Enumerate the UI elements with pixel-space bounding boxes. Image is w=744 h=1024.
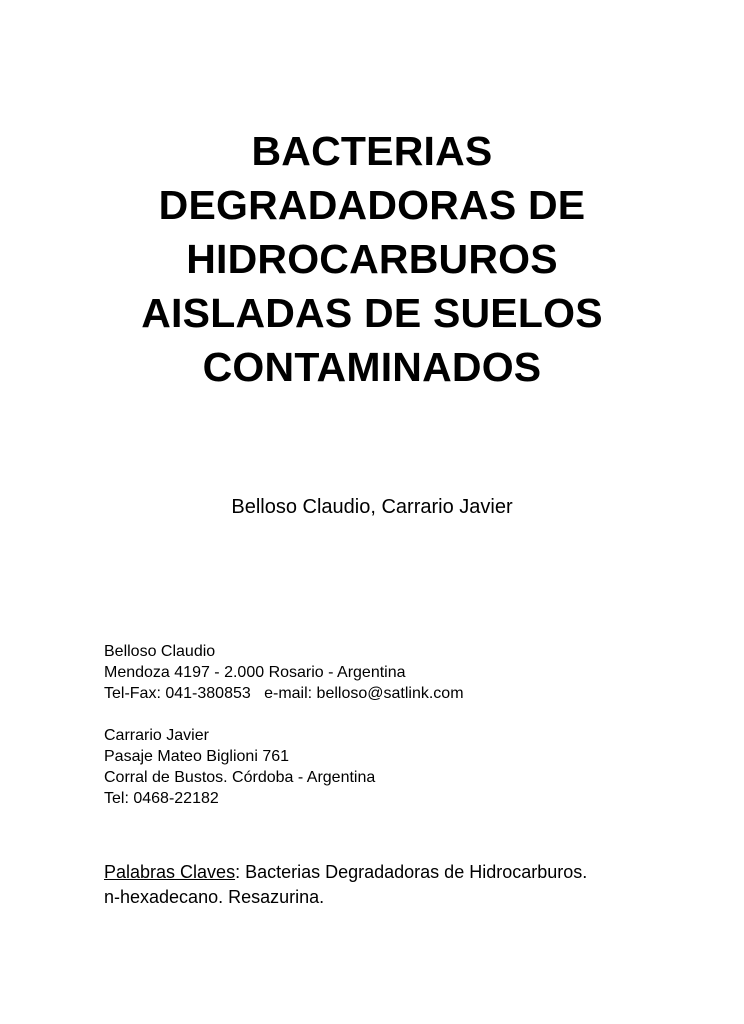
contact-name: Belloso Claudio <box>104 643 216 660</box>
contact-phone-email: Tel-Fax: 041-380853 e-mail: belloso@satlink.com <box>104 685 464 702</box>
contact-phone: Tel: 0468-22182 <box>104 790 219 807</box>
keywords-label: Palabras Claves <box>104 862 236 882</box>
keywords-line-1 <box>104 860 664 885</box>
title-line: CONTAMINADOS <box>202 344 542 390</box>
contact-city: Corral de Bustos. Córdoba - Argentina <box>104 769 376 786</box>
keywords-line-2: n-hexadecano. Resazurina. <box>104 887 325 907</box>
keywords-separator: : <box>235 862 246 882</box>
document-title <box>60 124 684 394</box>
keywords-block <box>104 860 664 910</box>
title-line: AISLADAS DE SUELOS <box>141 290 603 336</box>
contact-address: Mendoza 4197 - 2.000 Rosario - Argentina <box>104 664 406 681</box>
contact-address: Pasaje Mateo Biglioni 761 <box>104 748 290 765</box>
contact-block-belloso <box>104 641 464 704</box>
title-line: HIDROCARBUROS <box>186 236 558 282</box>
title-line: DEGRADADORAS DE <box>158 182 586 228</box>
keywords-text: Bacterias Degradadoras de Hidrocarburos. <box>245 862 588 882</box>
authors-line: Belloso Claudio, Carrario Javier <box>231 496 513 518</box>
contact-block-carrario <box>104 725 375 809</box>
title-line: BACTERIAS <box>251 128 493 174</box>
contact-name: Carrario Javier <box>104 727 209 744</box>
